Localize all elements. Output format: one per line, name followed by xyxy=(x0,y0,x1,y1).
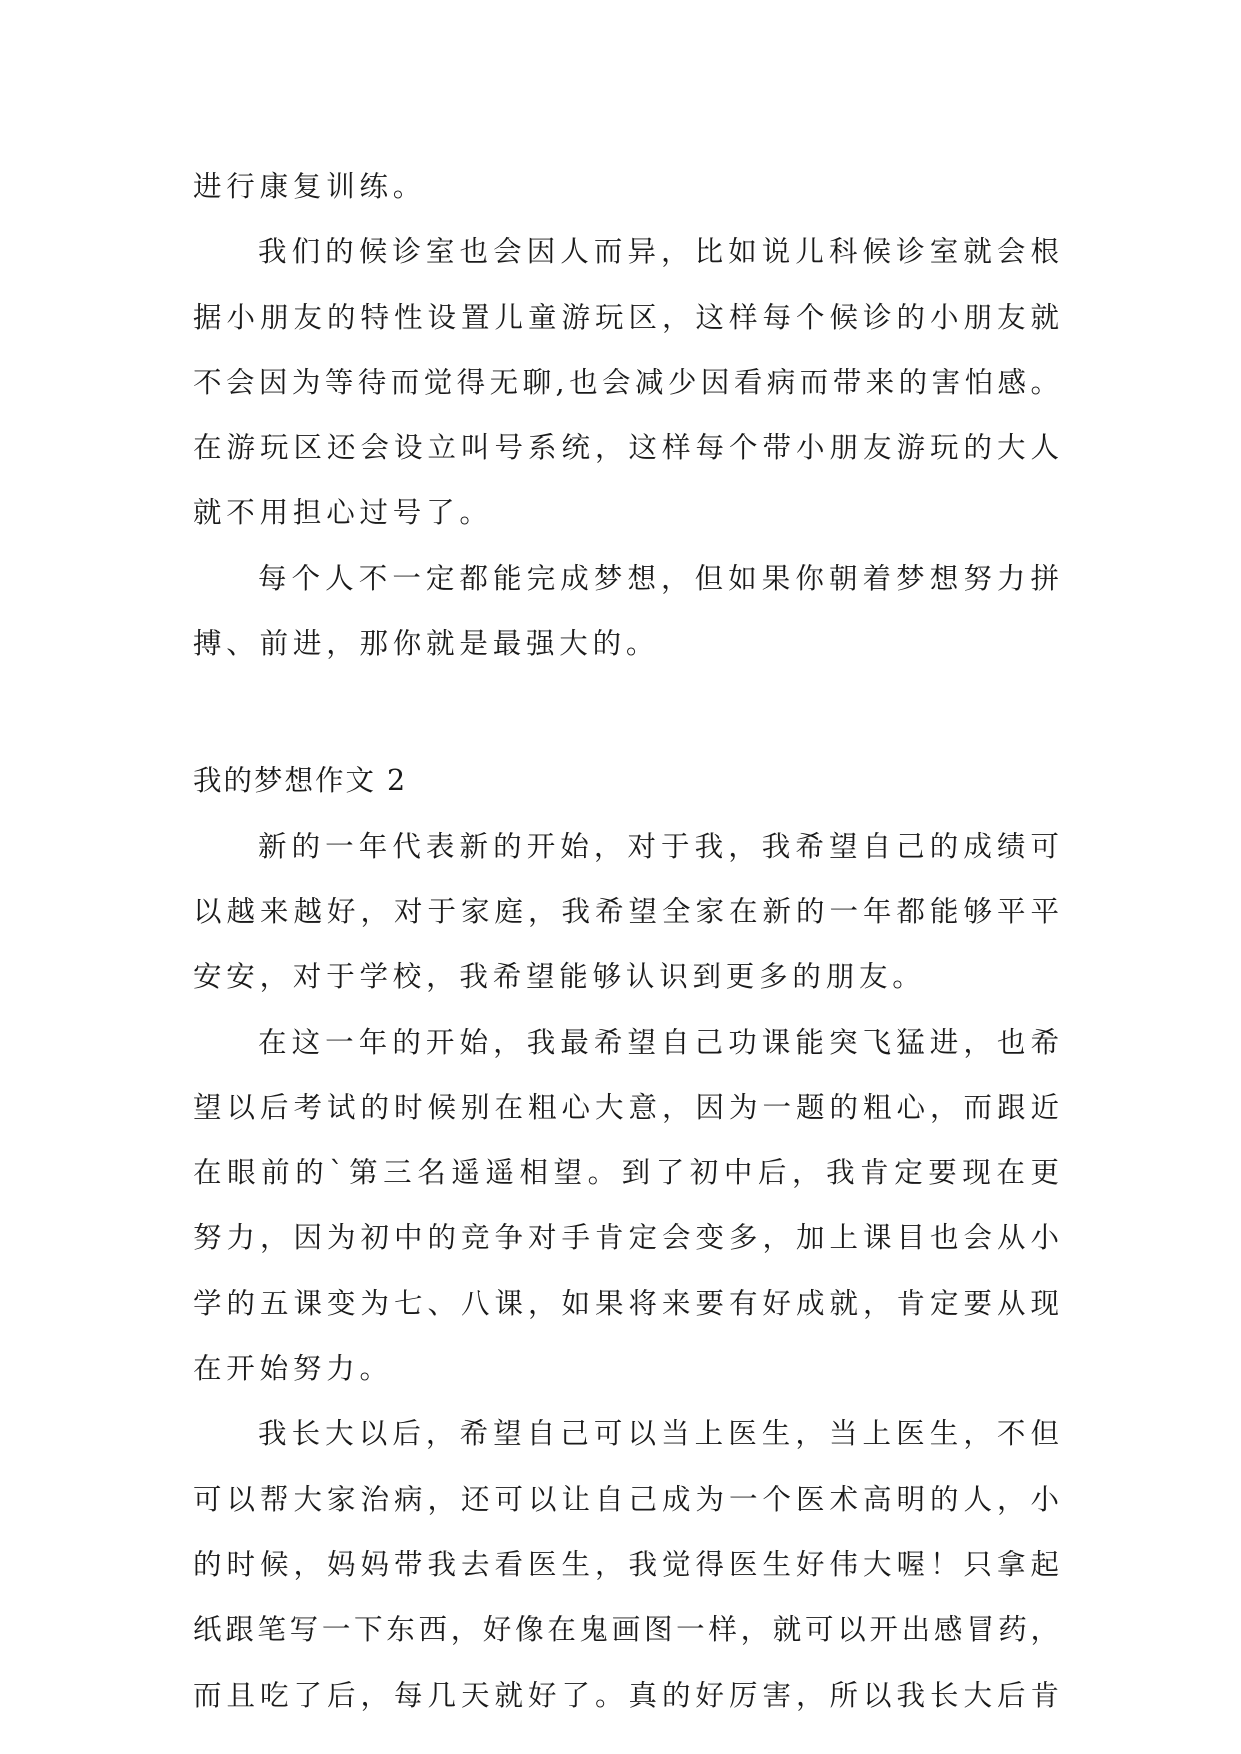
document-page xyxy=(193,154,1059,1728)
paragraph-line: 进行康复训练。 xyxy=(193,170,427,203)
paragraph-line: 在开始努力。 xyxy=(193,1352,393,1386)
paragraph-line: 以越来越好，对于家庭，我希望全家在新的一年都能够平平 xyxy=(193,894,1059,928)
paragraph-line: 在眼前的`第三名遥遥相望。到了初中后，我肯定要现在更 xyxy=(193,1156,1059,1190)
paragraph-line: 不会因为等待而觉得无聊,也会减少因看病而带来的害怕感。 xyxy=(193,365,1059,399)
paragraph-line: 据小朋友的特性设置儿童游玩区，这样每个候诊的小朋友就 xyxy=(193,300,1059,334)
paragraph-line: 努力，因为初中的竞争对手肯定会变多，加上课目也会从小 xyxy=(193,1221,1059,1255)
paragraph-line: 可以帮大家治病，还可以让自己成为一个医术高明的人，小 xyxy=(193,1482,1059,1516)
paragraph-line: 我们的候诊室也会因人而异，比如说儿科候诊室就会根 xyxy=(258,235,1059,269)
paragraph-line: 的时候，妈妈带我去看医生，我觉得医生好伟大喔！只拿起 xyxy=(193,1547,1059,1581)
paragraph-line: 而且吃了后，每几天就好了。真的好厉害，所以我长大后肯 xyxy=(193,1678,1059,1712)
essay-title: 我的梦想作文 2 xyxy=(193,764,408,798)
section-gap xyxy=(193,676,1059,748)
paragraph-line: 我长大以后，希望自己可以当上医生，当上医生，不但 xyxy=(258,1417,1059,1451)
paragraph-line: 在游玩区还会设立叫号系统，这样每个带小朋友游玩的大人 xyxy=(193,431,1059,465)
paragraph-line: 新的一年代表新的开始，对于我，我希望自己的成绩可 xyxy=(258,829,1059,863)
paragraph-line: 望以后考试的时候别在粗心大意，因为一题的粗心，而跟近 xyxy=(193,1090,1059,1124)
paragraph-line: 搏、前进，那你就是最强大的。 xyxy=(193,627,660,661)
paragraph-line: 就不用担心过号了。 xyxy=(193,496,493,530)
paragraph-line: 在这一年的开始，我最希望自己功课能突飞猛进，也希 xyxy=(258,1025,1059,1059)
paragraph-line: 纸跟笔写一下东西，好像在鬼画图一样，就可以开出感冒药， xyxy=(193,1613,1059,1647)
paragraph-line: 学的五课变为七、八课，如果将来要有好成就，肯定要从现 xyxy=(193,1286,1059,1320)
paragraph-line: 每个人不一定都能完成梦想，但如果你朝着梦想努力拼 xyxy=(258,561,1059,595)
paragraph-line: 安安，对于学校，我希望能够认识到更多的朋友。 xyxy=(193,960,926,994)
